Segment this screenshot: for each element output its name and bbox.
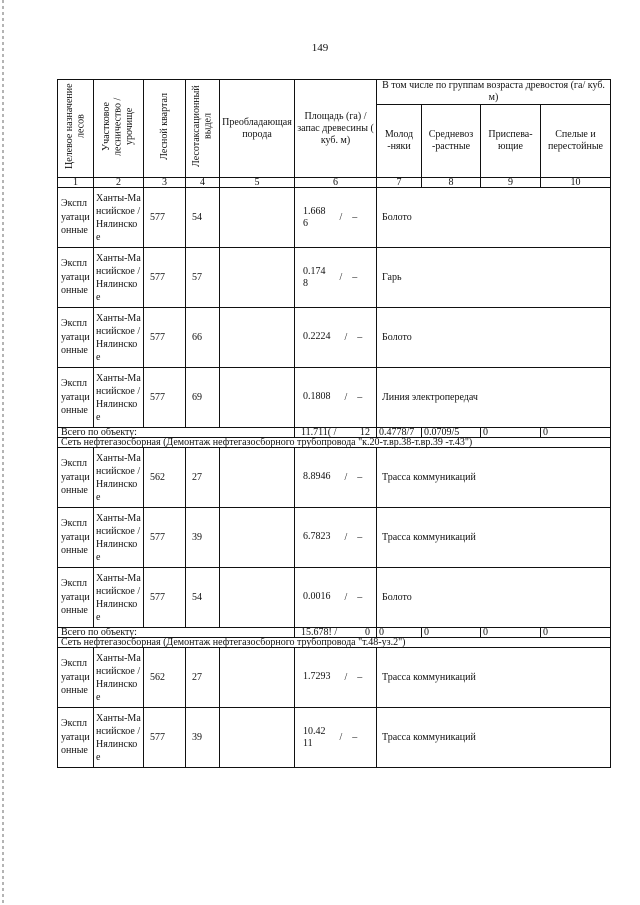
plot-cell: 39 — [186, 708, 220, 768]
district-cell: Ханты-Мансийское / Нялинское — [94, 248, 144, 308]
area-value: 8.8946 — [303, 471, 331, 483]
note-cell: Трасса коммуникаций — [377, 648, 611, 708]
area-separator: / — [339, 731, 343, 743]
col-num: 3 — [144, 178, 186, 188]
page-number: 149 — [311, 42, 329, 54]
area-cell — [295, 368, 377, 428]
total-middle: 0 — [422, 628, 481, 638]
total-volume-value: 12 — [360, 427, 370, 438]
area-separator: / — [344, 391, 348, 403]
purpose-cell: Эксплуатационные — [58, 568, 94, 628]
species-cell — [220, 508, 295, 568]
area-separator: / — [339, 211, 343, 223]
table-body — [58, 188, 611, 768]
note-cell: Линия электропередач — [377, 368, 611, 428]
table-row — [58, 308, 611, 368]
plot-cell: 57 — [186, 248, 220, 308]
total-young: 0 — [377, 628, 422, 638]
volume-value: – — [352, 731, 358, 743]
table-row — [58, 248, 611, 308]
district-cell: Ханты-Мансийское / Нялинское — [94, 448, 144, 508]
col-num: 1 — [58, 178, 94, 188]
quarter-cell: 577 — [144, 248, 186, 308]
quarter-cell: 577 — [144, 188, 186, 248]
district-cell: Ханты-Мансийское / Нялинское — [94, 708, 144, 768]
note-cell: Трасса коммуникаций — [377, 448, 611, 508]
area-cell — [295, 648, 377, 708]
note-cell: Трасса коммуникаций — [377, 708, 611, 768]
table-row — [58, 648, 611, 708]
quarter-cell: 577 — [144, 508, 186, 568]
area-separator: / — [344, 531, 348, 543]
total-area — [295, 628, 377, 638]
purpose-cell: Эксплуатационные — [58, 648, 94, 708]
note-cell: Болото — [377, 568, 611, 628]
area-separator: / — [344, 671, 348, 683]
header-plot: Лесотаксационный выдел — [186, 80, 220, 178]
total-mature: 0 — [541, 428, 611, 438]
header-area: Площадь (га) / запас древесины ( куб. м) — [295, 80, 377, 178]
district-cell: Ханты-Мансийское / Нялинское — [94, 368, 144, 428]
total-ripening: 0 — [481, 628, 541, 638]
table-row — [58, 708, 611, 768]
purpose-cell: Эксплуатационные — [58, 248, 94, 308]
area-cell — [295, 188, 377, 248]
area-separator: / — [344, 471, 348, 483]
note-cell: Болото — [377, 308, 611, 368]
quarter-cell: 562 — [144, 648, 186, 708]
section-title: Сеть нефтегазосборная (Демонтаж нефтегазосборного трубопровода "т.48-уз.2") — [58, 638, 611, 648]
area-cell — [295, 448, 377, 508]
total-area-value: 15.678! / — [301, 627, 338, 638]
area-cell — [295, 568, 377, 628]
area-value: 1.668 6 — [303, 205, 326, 229]
quarter-cell: 577 — [144, 568, 186, 628]
total-mature: 0 — [541, 628, 611, 638]
area-value: 6.7823 — [303, 531, 331, 543]
area-cell — [295, 508, 377, 568]
col-num: 9 — [481, 178, 541, 188]
plot-cell: 39 — [186, 508, 220, 568]
scan-edge-artifact — [2, 0, 4, 905]
col-num: 6 — [295, 178, 377, 188]
volume-value: – — [357, 331, 363, 343]
plot-cell: 27 — [186, 448, 220, 508]
area-value: 10.42 11 — [303, 725, 326, 749]
volume-value: – — [357, 671, 363, 683]
species-cell — [220, 248, 295, 308]
plot-cell: 54 — [186, 188, 220, 248]
header-mature: Спелые и перестойные — [541, 105, 611, 178]
purpose-cell: Эксплуатационные — [58, 508, 94, 568]
table-row — [58, 368, 611, 428]
header-purpose: Целевое назначение лесов — [58, 80, 94, 178]
area-cell — [295, 708, 377, 768]
area-separator: / — [339, 271, 343, 283]
section-row — [58, 438, 611, 448]
table-row — [58, 188, 611, 248]
plot-cell: 69 — [186, 368, 220, 428]
total-row — [58, 428, 611, 438]
volume-value: – — [352, 211, 358, 223]
col-num: 10 — [541, 178, 611, 188]
district-cell: Ханты-Мансийское / Нялинское — [94, 508, 144, 568]
quarter-cell: 577 — [144, 368, 186, 428]
species-cell — [220, 308, 295, 368]
table-row — [58, 568, 611, 628]
district-cell: Ханты-Мансийское / Нялинское — [94, 188, 144, 248]
purpose-cell: Эксплуатационные — [58, 368, 94, 428]
species-cell — [220, 708, 295, 768]
area-cell — [295, 308, 377, 368]
plot-cell: 66 — [186, 308, 220, 368]
purpose-cell: Эксплуатационные — [58, 448, 94, 508]
note-cell: Трасса коммуникаций — [377, 508, 611, 568]
note-cell: Болото — [377, 188, 611, 248]
species-cell — [220, 448, 295, 508]
area-value: 0.2224 — [303, 331, 331, 343]
table-row — [58, 448, 611, 508]
note-cell: Гарь — [377, 248, 611, 308]
col-num: 2 — [94, 178, 144, 188]
header-species: Преобладающая порода — [220, 80, 295, 178]
total-label: Всего по объекту: — [58, 428, 295, 438]
species-cell — [220, 648, 295, 708]
area-value: 1.7293 — [303, 671, 331, 683]
col-num: 5 — [220, 178, 295, 188]
quarter-cell: 562 — [144, 448, 186, 508]
header-age-groups: В том числе по группам возраста древостоя (га/ куб. м) — [377, 80, 611, 105]
district-cell: Ханты-Мансийское / Нялинское — [94, 308, 144, 368]
total-area — [295, 428, 377, 438]
header-row — [58, 80, 611, 105]
total-middle: 0.0709/5 — [422, 428, 481, 438]
volume-value: – — [357, 391, 363, 403]
volume-value: – — [357, 531, 363, 543]
area-value: 0.174 8 — [303, 265, 326, 289]
col-num: 4 — [186, 178, 220, 188]
forest-table — [57, 79, 611, 768]
area-value: 0.1808 — [303, 391, 331, 403]
total-area-value: 11.711( / — [301, 427, 337, 438]
total-label: Всего по объекту: — [58, 628, 295, 638]
volume-value: – — [357, 591, 363, 603]
total-row — [58, 628, 611, 638]
column-number-row — [58, 178, 611, 188]
area-value: 0.0016 — [303, 591, 331, 603]
species-cell — [220, 368, 295, 428]
header-district: Участковое лесничество / урочище — [94, 80, 144, 178]
plot-cell: 54 — [186, 568, 220, 628]
total-young: 0.4778/7 — [377, 428, 422, 438]
plot-cell: 27 — [186, 648, 220, 708]
volume-value: – — [357, 471, 363, 483]
total-volume-value: 0 — [365, 627, 370, 638]
purpose-cell: Эксплуатационные — [58, 708, 94, 768]
header-middle: Средневоз -растные — [422, 105, 481, 178]
header-quarter: Лесной квартал — [144, 80, 186, 178]
purpose-cell: Эксплуатационные — [58, 188, 94, 248]
quarter-cell: 577 — [144, 308, 186, 368]
species-cell — [220, 188, 295, 248]
section-title: Сеть нефтегазосборная (Демонтаж нефтегазосборного трубопровода "к.20-т.вр.38-т.вр.39 -т.43") — [58, 438, 611, 448]
total-ripening: 0 — [481, 428, 541, 438]
header-young: Молод -няки — [377, 105, 422, 178]
area-separator: / — [344, 331, 348, 343]
district-cell: Ханты-Мансийское / Нялинское — [94, 648, 144, 708]
table-row — [58, 508, 611, 568]
district-cell: Ханты-Мансийское / Нялинское — [94, 568, 144, 628]
area-cell — [295, 248, 377, 308]
col-num: 7 — [377, 178, 422, 188]
section-row — [58, 638, 611, 648]
area-separator: / — [344, 591, 348, 603]
species-cell — [220, 568, 295, 628]
volume-value: – — [352, 271, 358, 283]
purpose-cell: Эксплуатационные — [58, 308, 94, 368]
col-num: 8 — [422, 178, 481, 188]
quarter-cell: 577 — [144, 708, 186, 768]
header-ripening: Приспева-ющие — [481, 105, 541, 178]
